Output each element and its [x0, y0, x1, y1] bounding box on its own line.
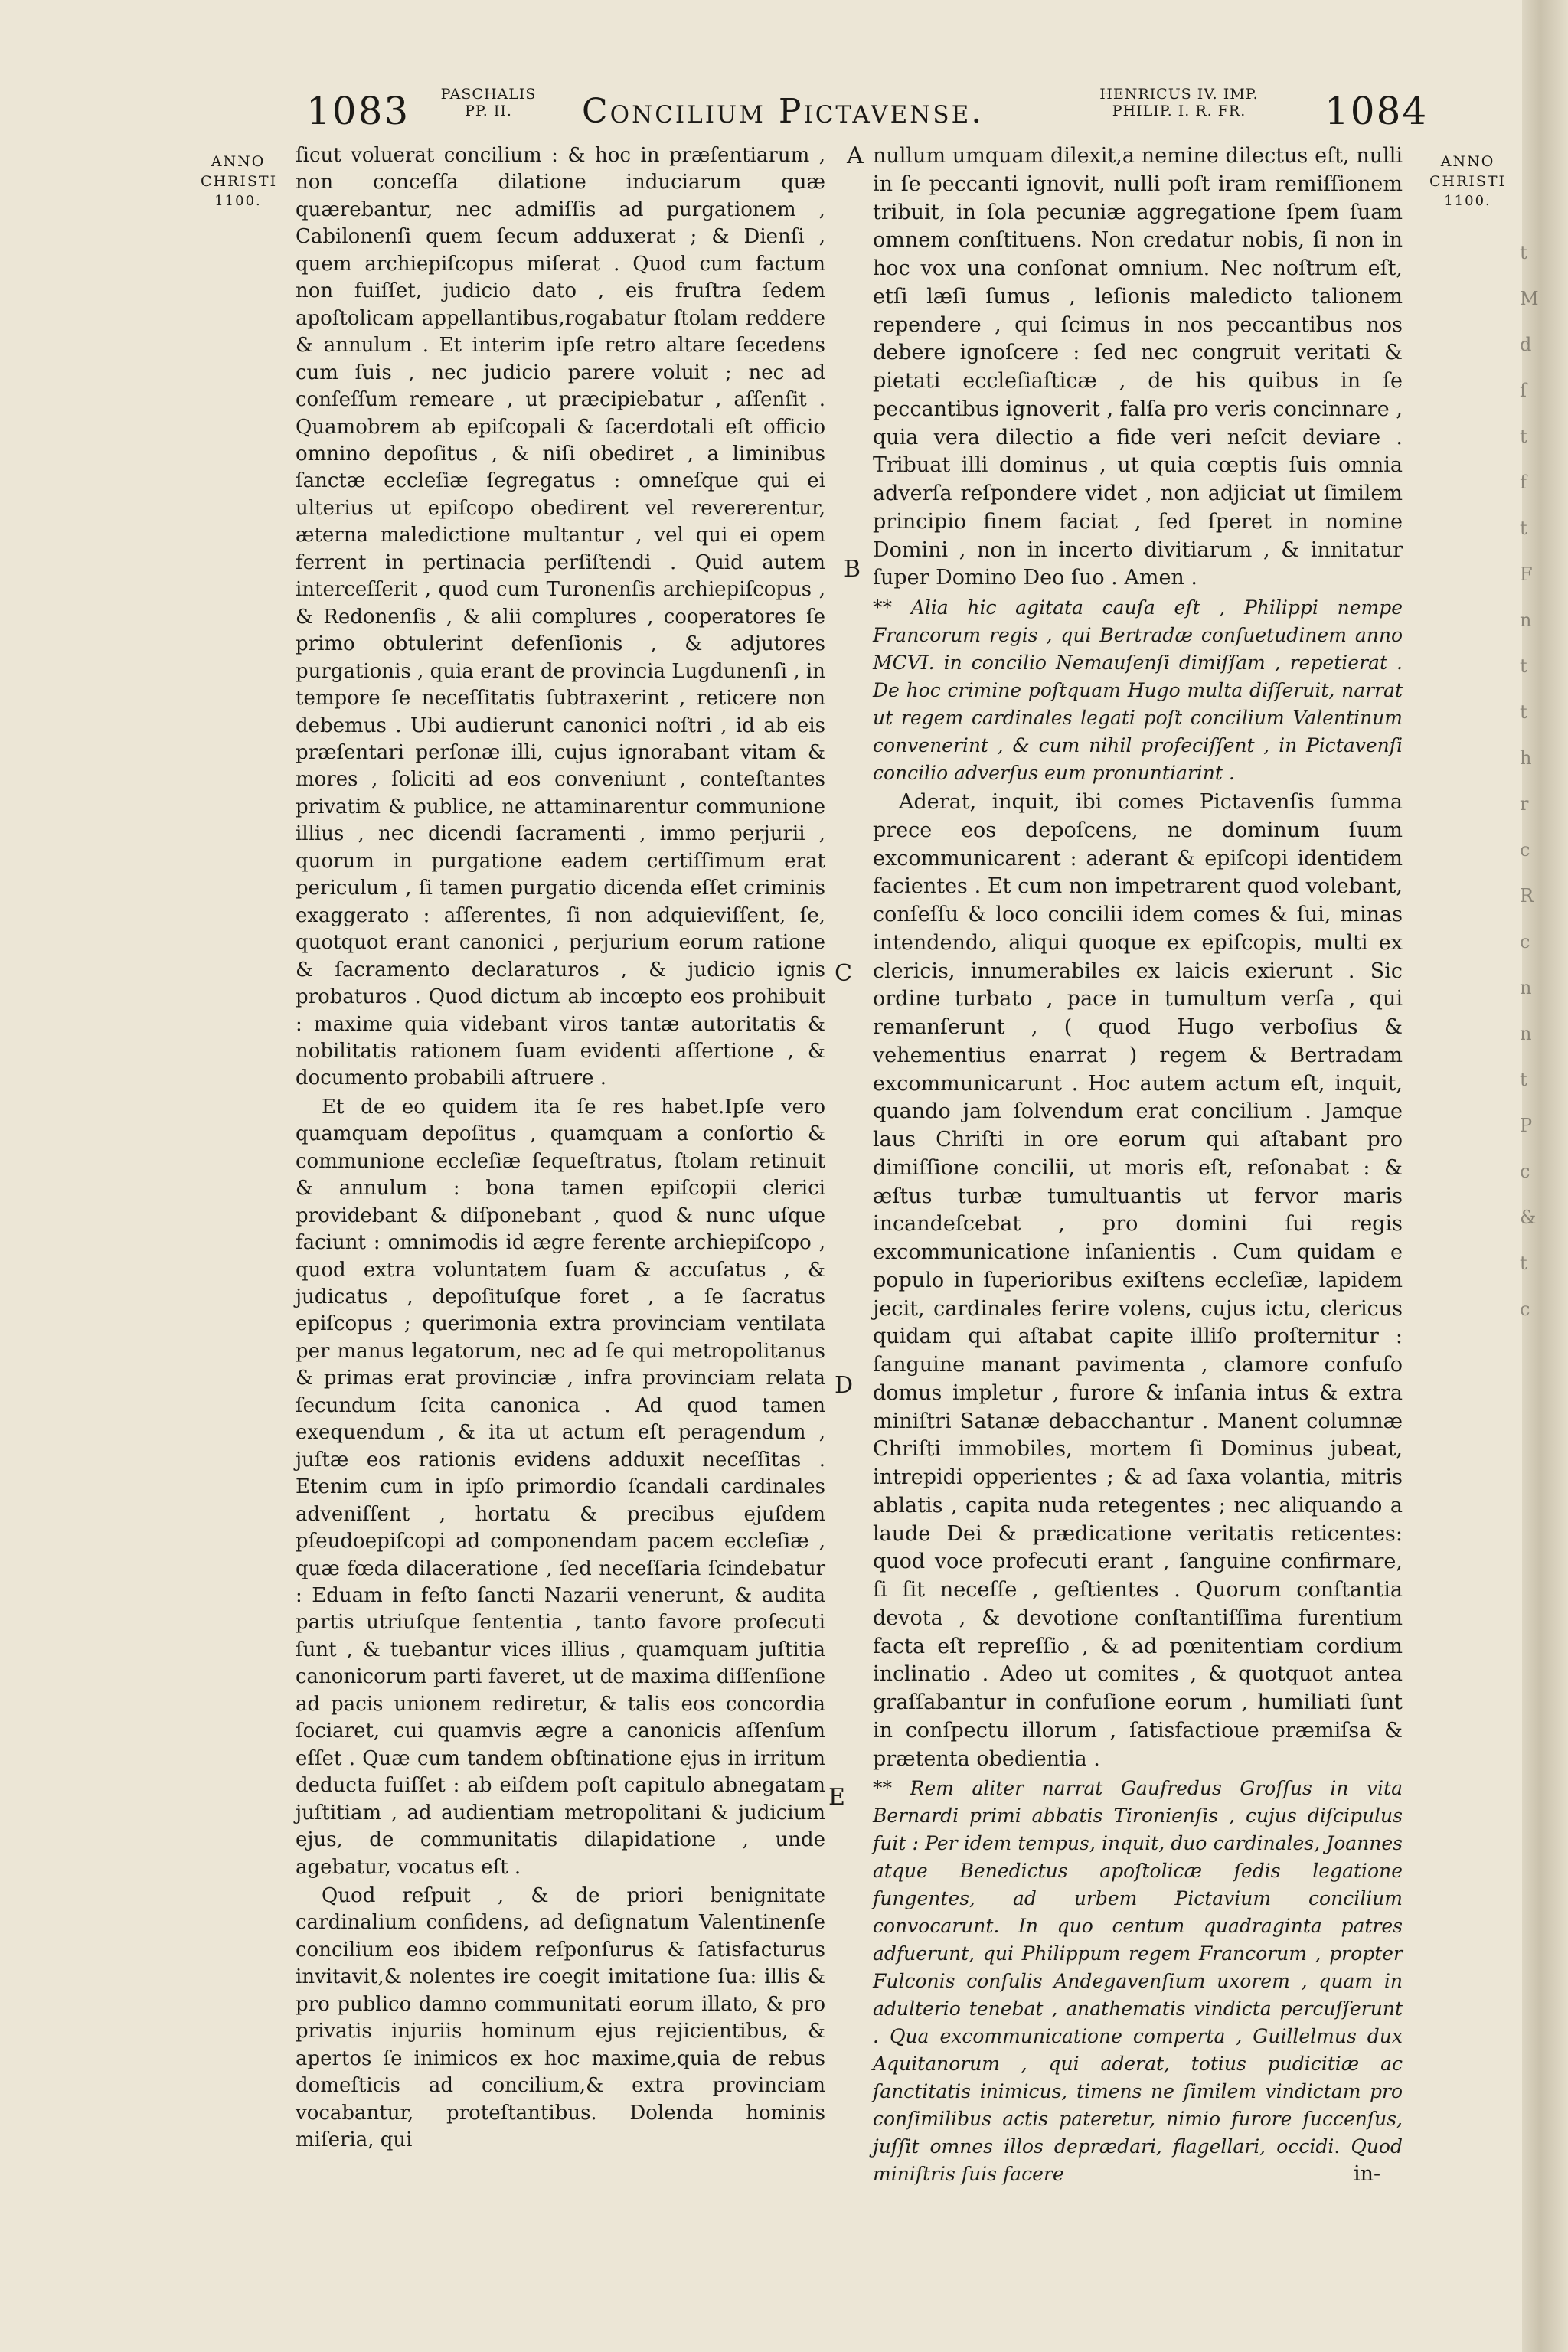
right-margin-year: [1426, 152, 1510, 211]
christi-label: CHRISTI: [1429, 173, 1507, 190]
left-text-column: [296, 142, 825, 2154]
section-letter-d: D: [835, 1372, 854, 1399]
year-label: 1100.: [214, 193, 262, 209]
paragraph: Quod reſpuit , & de priori benignitate cardinalium confidens, ad deſignatum Valentinenſe concilium eos ibidem reſponſurus & ſatisfacturus invitavit,& nolentes ire coegit imitatione ſua: illis & pro publico damno communitati eorum illato, & pro privatis injuriis hominum ejus rejicientibus, & apertos ſe inimicos ex hoc maxime,quia de rebus domeſticis ad concilium,& extra provinciam vocabantur, proteſtantibus. Dolenda hominis miſeria, qui: [296, 1884, 825, 2152]
right-page-number: 1084: [1325, 89, 1429, 133]
editorial-note: ** Rem aliter narrat Gaufredus Groſſus in vita Bernardi primi abbatis Tironienſis , cujus diſcipulus fuit : Per idem tempus, inquit, duo cardinales, Joannes atque Benedictus apoſtolicæ ſedis legatione fungentes, ad urbem Pictavium concilium convocarunt. In quo centum quadraginta patres adfuerunt, qui Philippum regem Francorum , propter Fulconis conſulis Andegavenſium uxorem , quam in adulterio tenebat , anathematis vindicta percuſſerunt . Qua excommunicatione comperta , Guillelmus dux Aquitanorum , qui aderat, totius pudicitiæ ac ſanctitatis inimicus, timens ne ſimilem vindictam pro conſimilibus actis pateretur, nimio furore ſuccenſus, juſſit omnes illos deprædari, flagellari, occidi. Quod miniſtris ſuis facere: [873, 1777, 1403, 2186]
christi-label: CHRISTI: [201, 173, 278, 190]
running-header: [0, 84, 1501, 133]
section-letter-a: A: [847, 142, 864, 169]
pope-heading: [435, 86, 542, 119]
page-title: Concilium Pictavense.: [582, 92, 985, 131]
paragraph: Aderat, inquit, ibi comes Pictavenſis ſumma prece eos depoſcens, ne dominum ſuum excommunicarent : aderant & epiſcopi identidem facientes . Et cum non impetrarent quod volebant, conſeſſu & loco concilii idem comes & ſui, minas intendendo, aliqui quoque ex epiſcopis, multi ex clericis, innumerabiles ex laicis exierunt . Sic ordine turbato , pace in tumultum verſa , qui remanſerunt , ( quod Hugo verboſius & vehementius enarrat ) regem & Bertradam excommunicarunt . Hoc autem actum eſt, inquit, quando jam ſolvendum erat concilium . Jamque laus Chriſti in ore eorum qui aſtabant pro dimiſſione concilii, ut moris eſt, reſonabat : & æſtus turbæ tumultuantis ut fervor maris incandeſcebat , pro domini ſui regis excommunicatione inſanientis . Cum quidam e populo in ſuperioribus exiſtens eccleſiæ, lapidem jecit, cardinales ferire volens, cujus ictu, clericus quidam qui aſtabat capite illiſo proſternitur : ſanguine manant pavimenta , clamore confuſo domus impletur , furore & inſania intus & extra miniſtri Satanæ debacchantur . Manent columnæ Chriſti immobiles, mortem ſi Dominus jubeat, intrepidi opperientes ; & ad ſaxa volantia, mitris ablatis , capita nuda retegentes ; nec aliquando a laude Dei & prædicatione veritatis reticentes: quod voce profecuti erant , ſanguine confirmare, ſi ſit neceſſe , geſtientes . Quorum conſtantia devota , & devotione conſtantiſſima furentium facta eſt repreſſio , & ad pœnitentiam cordium inclinatio . Adeo ut comites , & quotquot antea graſſabantur in confuſione eorum , humiliati ſunt in conſpectu illorum , ſatisfactioue præmiſsa & prætenta obedientia .: [873, 790, 1403, 1771]
ruler-heading: [1080, 86, 1279, 119]
section-letter-c: C: [835, 960, 852, 987]
pope-number: PP. II.: [465, 103, 512, 119]
section-letter-e: E: [828, 1784, 845, 1811]
king-name: PHILIP. I. R. FR.: [1112, 103, 1246, 119]
pope-name: PASCHALIS: [440, 86, 537, 103]
anno-label: ANNO: [1440, 153, 1495, 170]
left-margin-year: [201, 152, 276, 211]
editorial-note: ** Alia hic agitata cauſa eſt , Philippi nempe Francorum regis , qui Bertradæ conſuetudinem anno MCVI. in concilio Nemauſenſi dimiſſam , repetierat . De hoc crimine poſtquam Hugo multa diſſeruit, narrat ut regem cardinales legati poſt concilium Valentinum convenerint , & cum nihil profeciſſent , in Pictavenſi concilio adverſus eum pronuntiarint .: [873, 596, 1403, 784]
paragraph: Et de eo quidem ita ſe res habet.Ipſe vero quamquam depoſitus , quamquam a conſortio & communione eccleſiæ ſequeſtratus, ſtolam retinuit & annulum : bona tamen epiſcopii clerici providebant & diſponebant , quod & nunc uſque faciunt : omnimodis id ægre ferente archiepiſcopo , quod extra voluntatem ſuam & accuſatus , & judicatus , depoſituſque foret , a ſe ſacratus epiſcopus ; querimonia extra provinciam ventilata per manus legatorum, nec ad ſe qui metropolitanus & primas erat provinciæ , infra provinciam relata ſecundum ſcita canonica . Ad quod tamen exequendum , & ita ut actum eſt peragendum , juſtæ eos rationis evidens adduxit neceſſitas . Etenim cum in ipſo primordio ſcandali cardinales adveniſſent , hortatu & precibus ejuſdem pſeudoepiſcopi ad componendam pacem eccleſiæ , quæ fœda dilaceratione , ſed neceſſaria ſcindebatur : Eduam in feſto ſancti Nazarii venerunt, & audita partis utriuſque ſententia , tanto favore proſecuti ſunt , & tuebantur vices illius , quamquam juſtitia canonicorum parti faveret, ut de maxima diſſenſione ad pacis unionem rediretur, & talis eos concordia ſociaret, cui quamvis ægre a canonicis aſſenſum eſſet . Quæ cum tandem obſtinatione ejus in irritum deducta fuiſſet : ab eiſdem poſt capitulo abnegatam juſtitiam , ad audientiam metropolitani & judicium ejus, de communitatis dilapidatione , unde agebatur, vocatus eſt .: [296, 1095, 825, 1879]
left-page-number: 1083: [306, 89, 410, 133]
paragraph: nullum umquam dilexit,a nemine dilectus eſt, nulli in ſe peccanti ignovit, nulli poſt iram remiſſionem tribuit, in ſola pecuniæ aggregatione ſpem ſuam omnem conſtituens. Non credatur nobis, ſi non in hoc vox una conſonat omnium. Nec noſtrum eſt, etſi læſi ſumus , leſionis maledicto talionem rependere , qui ſcimus in nos peccantibus nos debere ignoſcere : ſed nec congruit veritati & pietati eccleſiaſticæ , de his quibus in ſe peccantibus ignoverit , falſa pro veris concinnare , quia vera dilectio a fide veri neſcit deviare . Tribuat illi dominus , ut quia cœptis ſuis omnia adverſa reſpondere videt , non adjiciat ut ſimilem principio finem faciat , ſed ſperet in nomine Domini , non in incerto divitiarum , & innitatur ſuper Domino Deo ſuo . Amen .: [873, 144, 1403, 590]
emperor-name: HENRICUS IV. IMP.: [1099, 86, 1259, 103]
anno-label: ANNO: [211, 153, 266, 170]
catchword: in-: [1354, 2162, 1381, 2186]
year-label: 1100.: [1444, 193, 1491, 209]
right-text-column: [873, 142, 1403, 2188]
paragraph: ſicut voluerat concilium : & hoc in præſentiarum , non conceſſa dilatione induciarum quæ quærebantur, nec admiſſis ad purgationem , Cabilonenſi quem ſecum adduxerat ; & Dienſi , quem archiepiſcopus miſerat . Quod cum factum non fuiſſet, judicio dato , eis fruſtra ſedem apoſtolicam appellantibus,rogabatur ſtolam reddere & annulum . Et interim ipſe retro altare ſecedens cum ſuis , nec judicio parere voluit ; nec ad conſeſſum remeare , ut præcipiebatur , aſſenſit . Quamobrem ab epiſcopali & ſacerdotali eſt officio omnino depoſitus , & niſi obediret , a liminibus ſanctæ eccleſiæ ſegregatus : omneſque qui ei ulterius ut epiſcopo obedirent vel revererentur, æterna maledictione multantur , vel qui ei opem ferrent in pertinacia perſiſtendi . Quid autem interceſſerit , quod cum Turonenſis archiepiſcopus , & Redonenſis , & alii complures , cooperatores ſe primo obtulerint defenſionis , & adjutores purgationis , quia erant de provincia Lugdunenſi , in tempore ſe neceſſitatis ſubtraxerint , reticere non debemus . Ubi audierunt canonici noſtri , id ab eis præſentari perſonæ illi, cujus ignorabant vitam & mores , ſoliciti ad eos conveniunt , conteſtantes privatim & publice, ne attaminarentur communione illius , nec dicendi ſacramenti , immo perjurii , quorum in purgatione eadem certiſſimum erat periculum , ſi tamen purgatio dicenda eſſet criminis exaggerato : aſſerentes, ſi non adquieviſſent, ſe, quotquot erant canonici , perjurium eorum ratione & ſacramento declaraturos , & judicio ignis probaturos . Quod dictum ab incœpto eos prohibuit : maxime quia videbant viros tantæ autoritatis & nobilitatis rationem ſuam evidenti aſſertione , & documento probabili aſtruere .: [296, 144, 825, 1090]
section-letter-b: B: [844, 556, 861, 583]
facing-page-bleed: t M d ſ t f t F n t t h r c R c n n t P c & t c: [1520, 242, 1539, 1320]
